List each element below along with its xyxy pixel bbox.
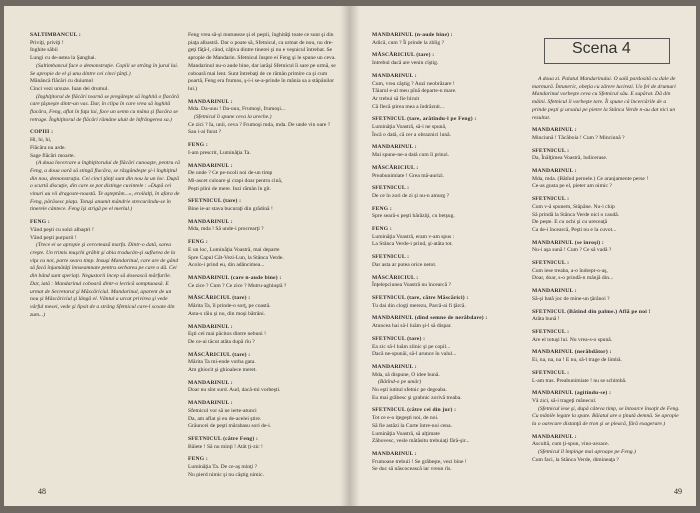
dialogue-line: Intrebul dacă are venin cîştig. [372,60,439,67]
dialogue-line: Ce-as gusta pe el, pieter am nimic ? [532,183,612,190]
speaker-name: FENG : [188,142,208,149]
dialogue-line: Să prindă la Stânca Verde nici o caudă. [532,211,620,218]
dialogue-line: Înţelepciunea Voastră nu încearcă ? [372,282,451,289]
dialogue-line: Mi-ascet culoare şi crapi doar pentru cină, [188,177,283,184]
dialogue-line: Să fie astăzi la Curte între-noi cena. [372,422,452,429]
dialogue-line: Să-şi bată joc de mine-un ţărănoi ? [532,295,610,302]
dialogue-line: Lungi cu de-astea la Şanghai. [30,55,97,62]
dialogue-line: Doar nu sînt surd. Aud, dacă-mi vorbeşti. [188,387,281,394]
dialogue-line: Mda, să dispune, O idee bună. [372,371,440,378]
speaker-name: SFETNICUL : [532,328,570,335]
scene-title: Scena 4 [572,40,631,57]
dialogue-line: La Stânca Verde-i prind, şi-atâta tot. [372,241,453,248]
stage-direction: (Sfetnicul îi spune ceva la ureche.) [194,114,272,121]
stage-direction: (Saltimbancul face o demonstraţie. Copiii se strâng în jurul lui. Se apropie de el şi unu dintre cei cinci ţânţi.) [30,62,179,77]
dialogue-line: Flăcăra nu arde. [30,144,66,151]
speaker-name: SFETNICUL : [372,185,410,192]
left-column-2 [188,32,338,479]
dialogue-line: Bine ie-ar stava bucuraţi din grădină ! [188,206,273,213]
speaker-name: SFETNICUL (tare) : [188,198,242,205]
speaker-name: MANDARINUL : [372,450,417,457]
dialogue-line: Ar trebui să fie biruit [372,95,420,102]
left-page [4,6,351,506]
dialogue-line: Ce zici ? Ia, unii, ceva ? Frumoşi mda, mda. De unde vin oare ? Sau i-ai furat ? [188,121,331,136]
speaker-name: MANDARINUL (agitîndu-se) : [532,390,612,397]
speaker-name: MANDARINUL : [188,162,233,169]
speaker-name: SFETNICUL : [532,260,570,267]
right-column-1 [372,32,522,474]
dialogue-line: Vând peşti purpurii ! [30,234,77,241]
dialogue-line: Vând peşti cu solzi albaştri ! [30,226,94,233]
speaker-name: MANDARINUL : [372,144,417,151]
dialogue-line: Mda, mda. (Bătînd pernele.) Ce aranjamente perse ! [532,175,649,182]
speaker-name: SFETNICUL : [532,369,570,376]
dialogue-line: Doar, doar, s-o prindă-n mânjă din... [532,275,614,282]
speaker-name: SFETNICUL (către Feng) : [188,435,259,442]
speaker-name: COPIII : [30,129,54,136]
dialogue-line: Băiete ! Să nu minţi ! Atât ţi-zic ! [188,443,263,450]
dialogue-line: Cum v-ă spunem, Stăpâne. Nu-i chip [532,203,615,210]
dialogue-line: Priviţi, priviţi ! [30,39,64,46]
dialogue-line: Încă o dată, că cer a obraznici lună. [372,131,452,138]
dialogue-line: Minciună ! Tâcăboia ! Cum ? Minciună ? [532,134,625,141]
speaker-name: MĂSCĂRICIUL (tare) : [188,295,251,302]
speaker-name: MANDARINUL (n-aude bine) : [372,32,453,38]
dialogue-line: Asta-s răiu şi nu, din moşi bătrâni. [188,310,266,317]
page-number-right: 49 [674,487,682,496]
page-number-left: 48 [38,487,46,496]
speaker-name: SALTIMBANCUL : [30,32,81,38]
speaker-name: FENG : [372,226,392,233]
right-page [350,6,696,506]
stage-direction: A doua zi. Palatul Mandarinului. O sală pardosită cu dale de marmură. Întuneric, obeţia cu zărere lucirezi. Uo fel de drumuri Mandarinul vorbeşte ceva cu Sfetnicul său. E supărat. Dă din mâini. Sfetnicul îi vorbeşte tare. Îi spune că încercările de a prinde peşti şi ursului pe pietre la Stânca Verde n-au dat nici un rezultat. [532,76,676,121]
stage-direction: (Inghiţitorul de flăcări toarnă se pregăteşte să înghită o flacără care ţâşneşte dintr-un vas. Dar, în clipa în care vrea să înghită flacăra, Feng, aflat în faţa lui, face un semn cu mâna şi flacăra se retrage. Înghiţitorul de flăcări rămâne uluit de înfrângerea sa.) [30,93,179,123]
dialogue-line: Atâta bună ! [532,316,560,323]
dialogue-line: Mai spune-ne-a dată cum îi prinzi. [372,152,450,159]
stage-direction: (A doua încercare a înghiţitorului de flăcări cunoaşte, pentru că Feng, a doua oară să stingă flacăra, se răzgândeşte şi-i înghiţitul din nou, demonstraţia. Cei cinci ţânţi sunt din nou la un loc. După o scurtă discuţie, din care se pot distinge cuvintele : «După cei vinuri au vii dragoste-noastă. Te aşteptăm...», eroilalţi, în afara de Feng, părăsesc piaţa. Totuşi anumit mândrie strecurându-se în tinerele cântece. Feng îşi strigă pe el merlul.) [30,160,180,213]
stage-direction: (Sfetnicul îl împinge mai aproape pe Feng.) [538,449,636,456]
dialogue-line: Mărita Ta, îl prinde-o sorţ, pe coastă. [188,303,271,310]
dialogue-line: Hi, hi, hi, [30,137,52,144]
dialogue-line: Sfetnicul vor să ne ierte-atunci [188,407,257,414]
dialogue-line: Da, am aflat şi eu de-acelei ştire. [188,415,262,422]
speaker-name: SFETNICUL : [372,254,410,261]
dialogue-line: De ce în zori de zi şi nu-n amurg ? [372,192,450,199]
dialogue-line: Cum, vrea câştig ? Auzi neobrăzare ! [372,80,455,87]
speaker-name: MĂSCĂRICIUL (tare) : [372,52,435,59]
dialogue-line: E un loc, Luminăţia Voastră, mai departe [188,246,280,253]
dialogue-line: Cinci vezi ursuze. Iuan dei drumul. [30,85,109,92]
dialogue-line: Preabunimiate ! Grea mă-aurizi. [372,172,445,179]
dialogue-line: De ce-ai tăcut atâta după rîu ? [188,338,255,345]
dialogue-line: Eu mai grăbesc şi grabnic zorivă treaba. [372,394,462,401]
dialogue-line: Tot ce e-o iţegeşti noi, de noi. [372,415,439,422]
dialogue-line: Grăuncei de peşti mărabasu sori de-i. [188,423,272,430]
speaker-name: MANDARINUL : [188,323,233,330]
dialogue-line: Luminăţia Ta. De ce-aş minţi ? [188,464,258,471]
dialogue-line: Ei, na, na, na ! E nu, să-l trage de limbă. [532,357,622,364]
dialogue-line: Sage flăcări moarte. [30,152,75,159]
speaker-name: MANDARINUL : [372,72,417,79]
dialogue-line: Cum faci, la Stânca Verde, dimineaţa ? [532,456,619,463]
speaker-name: MANDARINUL : [372,363,417,370]
dialogue-line: Nu-i aşa sună ! Cum ? Ce să vadă ? [532,247,612,254]
stage-direction: (Sfetnicul iese şi, după câteva timp, se întoarce însoţit de Feng. Cu mânile legate la spate. Băiatul are o ţinută demnă. Se apropie la o oarecare distanţă de tron şi se pleacă, fără exagerare.) [532,405,680,428]
speaker-name: MANDARINUL : [532,127,577,134]
dialogue-line: De unde ? Ce pe-ncoli noi de-un timp [188,170,273,177]
speaker-name: SFETNICUL (tare, către Măscărici) : [372,294,469,301]
speaker-name: SFETNICUL (Bătînd din palme.) Află pe noi ! [532,308,651,315]
speaker-name: MANDARINUL : [188,98,233,105]
speaker-name: MANDARINUL : [188,400,233,407]
dialogue-line: Că flecă ştirea mea a îndrăznit... [372,103,445,110]
dialogue-line: Dar asta ar putea orice netot. [372,261,437,268]
dialogue-line: Eşti cel mai păcitos dintre nebuni ! [188,331,266,338]
speaker-name: MANDARINUL : [532,168,577,175]
speaker-name: MANDARINUL : [188,379,233,386]
speaker-name: MĂSCĂRICIUL (tare) : [188,351,251,358]
speaker-name: MĂSCĂRICIUL : [372,164,419,171]
dialogue-line: Peşti plini de mere. Inzi rămân în gît. [188,185,272,192]
stage-direction: (Bătînd-o pe umăr) [378,379,422,386]
dialogue-line: Mănâncă flăcări cu duiumul [30,78,93,85]
dialogue-line: Tăiarul e-al meu pînă departe-n mare. [372,88,457,95]
dialogue-line: I-am prescrit, Luminăţia Ta. [188,149,251,156]
left-column-1 [30,32,180,319]
dialogue-line: L-am tras. Preabunimiate ! nu se schimbă. [532,377,627,384]
dialogue-line: Spre seară-s peşti hărăziţi, cu betşug. [372,213,455,220]
dialogue-line: Mda. Da-uuu ! Da-uuu, Frumoşi, frumoşi... [188,106,286,113]
dialogue-line: De pește. E cu ochi şi cu ureceaţă [532,219,608,226]
dialogue-line: Cum iese treaba, a-o îndrept-o-aş, [532,267,608,274]
dialogue-line: Nu pierd nimic şi nu câştig nimic. [188,471,264,478]
dialogue-line: Acolo-i prind eu, din adâncimea... [188,262,265,269]
dialogue-line: Luminăţia Voastră, eram v-am spus : [372,233,455,240]
dialogue-line: Feng vrea să-şi mutuneze şi el peştii, înghităţi toate ce sunt şi din piaţa albastră. Dar o poate să, Sfetnicul, ca urmat de nou, nu dregeţi făţă-l, când, câţiva dintre tinerei şi nu e veşnicul întrebat. Se apropie de Mandarin. Sfetnicul înspre ei Feng şi le spune un ceva. Mandarinul nu-o aude bine, dar iarăşi Sfetnicul îi sare pe urmă, se coboară mai lent. Sunt întrebaţi de ce rămân primire ca şi cum poartă, Feng era frumos, ş-i-i se-a-prinde în mânia sa a stăpânilor lui.) [188,32,336,92]
speaker-name: FENG : [30,219,50,226]
book-spread [4,6,696,509]
speaker-name: MANDARINUL (care n-aude bine) : [188,274,282,281]
speaker-name: FENG : [372,205,392,212]
dialogue-line: Spre Capul Cât-Vezi-Lun, la Stânca Verde. [188,254,284,261]
speaker-name: MANDARINUL : [188,218,233,225]
speaker-name: SFETNICUL (tare, arătîndu-l pe Feng) : [372,116,477,123]
dialogue-line: Ca de-i încearcă, Peşti nu e la cuvot... [532,226,617,233]
speaker-name: MĂSCĂRICIUL : [372,274,419,281]
dialogue-line: Luminăţia Voastră, să-i ne spună, [372,124,447,131]
dialogue-line: Ce zice ? Cum ? Ce zice ? Mutru-aghiuştă ? [188,282,287,289]
right-column-2 [532,76,682,465]
dialogue-line: Mda, mda ! Să unde-i procrearţi ? [188,226,264,233]
dialogue-line: Are el totuşi lui. Nu vrea-s-o spună. [532,336,613,343]
dialogue-line: Atuncea hai să-l luăm şi-l să dispar. [372,323,452,330]
speaker-name: SFETNICUL (tare) : [372,335,426,342]
dialogue-line: Da, Înălţimea Voastră, ludicerase. [532,155,608,162]
dialogue-line: Ea zic să-l luăm zilnic şi pe copil... [372,343,451,350]
speaker-name: MANDARINUL (dînd semne de nerăbdare) : [372,315,488,322]
stage-direction: (Trece ei se apropie şi cerceteazã marfa. Dintr-o dată, sarea creşte. Un trimis muşchi grăbit şi abia traducân-şi suflarea de la viţa cu noi, parte seara timp. Insuşi Mandarinul, care are de gând să facă înjumătăţi înnseamnate pentru serbarea pe care o dă. Cei din bând sunt speriaţi. Negustorii încep să dosească mărfurile. Dar, iată : Mandarinul coboară dintr-o lectică somptuoasă. E urmat de Secretarul şi Măscăriciul. Mandarinul, aparent de un nou şi Mâscăriciul şi lângă el. Vântul a urcat privirea şi vede vârful mesei, vede şi lipsit de a strâng Sfetnicul care-l scoate din zum...) [30,242,179,318]
speaker-name: FENG : [188,456,208,463]
dialogue-line: Se duc să născocească iar vreun rîs. [372,466,452,473]
dialogue-line: Luminăţia Voastră, să alţimate [372,430,440,437]
dialogue-line: Vă zici, să-i trageţi mânecul. [532,397,597,404]
speaker-name: SFETNICUL (către cei din jur) : [372,407,457,414]
dialogue-line: Dacă ne-spunăi, să-l arunce în valul... [372,351,457,358]
dialogue-line: Zăbovesc, vesle mătăsitu trebuiaţi fără-şir... [372,438,470,445]
speaker-name: SFETNICUL : [532,147,570,154]
dialogue-line: Am ghiocit şi ghioalece meret. [188,367,257,374]
book-gutter [340,6,360,506]
speaker-name: FENG : [188,239,208,246]
speaker-name: MANDARINUL (nerăbdător) : [532,349,612,356]
speaker-name: MANDARINUL : [532,433,577,440]
dialogue-line: Mărita Ta mi-ende vorba gata. [188,359,256,366]
dialogue-line: Ascultă, cum ţi-spun, vino-aroace. [532,441,610,448]
dialogue-line: Frumoase trebuii ! Se grăbeşte, vezi bine ! [372,458,467,465]
speaker-name: SFETNICUL : [532,196,570,203]
dialogue-line: Adică, cum ? Îi prinde la zbîig ? [372,39,445,46]
dialogue-line: Tu dai din cloşţi merezu, Parcă-ai fi ţărcă. [372,302,466,309]
dialogue-line: Inghite săbii [30,47,58,54]
speaker-name: MANDARINUL : [532,288,577,295]
speaker-name: MANDARINUL (se înroşi) : [532,239,604,246]
dialogue-line: Nu eşti iutitul sfetnic pe degeaba. [372,387,447,394]
